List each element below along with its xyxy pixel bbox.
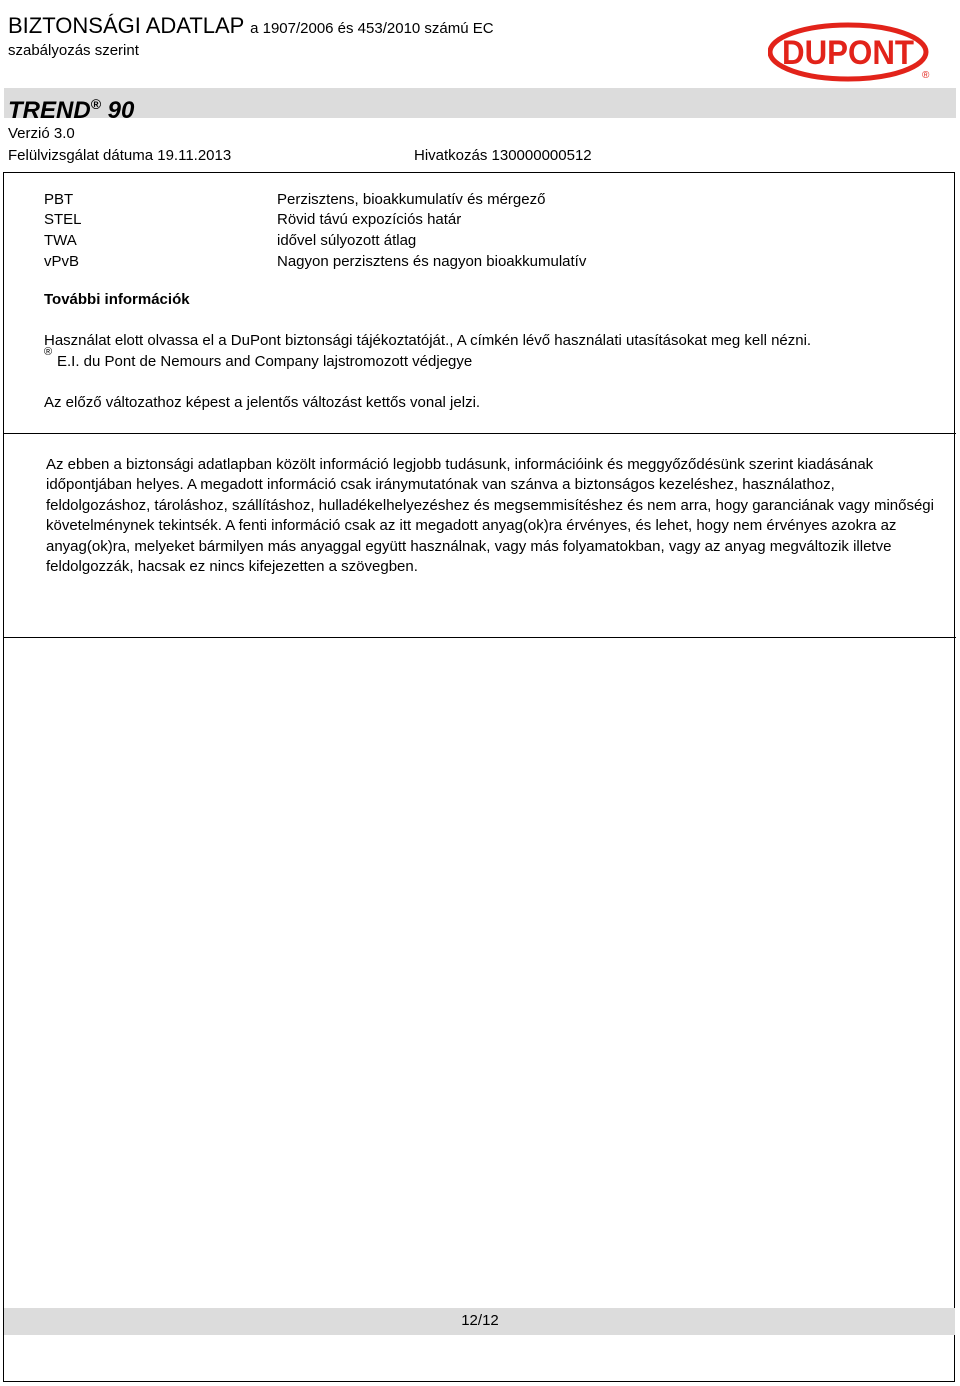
logo-text: DUPONT [782,34,915,72]
further-info-line3: Az előző változathoz képest a jelentős változást kettős vonal jelzi. [44,394,481,411]
further-info-heading: További információk [44,291,190,308]
further-info-line1: Használat elott olvassa el a DuPont biztonsági tájékoztatóját., A címkén lévő használati utasításokat meg kell nézni. [44,332,812,349]
abbreviation-term: STEL [44,211,82,228]
document-title-main: BIZTONSÁGI ADATLAP [8,13,244,38]
product-number: 90 [107,97,135,124]
review-date-label: Felülvizsgálat dátuma 19.11.2013 [8,147,232,164]
document-title-regulation: a 1907/2006 és 453/2010 számú EC [250,20,494,37]
document-title [8,12,494,43]
section-divider [3,637,956,638]
product-band [4,88,956,118]
document-title-line2: szabályozás szerint [8,42,139,59]
abbreviation-term: TWA [44,232,77,249]
abbreviation-meaning: Nagyon perzisztens és nagyon bioakkumulatív [277,253,587,270]
dupont-logo [768,22,932,82]
abbreviation-meaning: Rövid távú expozíciós határ [277,211,462,228]
product-name [8,90,134,125]
disclaimer-text: Az ebben a biztonsági adatlapban közölt információ legjobb tudásunk, információink és meggyőződésünk szerint kiadásának időpontjában helyes. A megadott információ csak iránymutatónak van szánva a biztonságos kezeléshez, használathoz, feldolgozáshoz, tároláshoz, szállításhoz, hulladékelhelyezéshez és megsemmisítéshez és nem arra, hogy garanciának vagy minőségi követelménynek tekintsék. A fenti információ csak az itt megadott anyag(ok)ra érvényes, és lehet, hogy nem érvényes azokra az anyag(ok)ra, melyeket bármilyen más anyaggal együtt használnak, vagy más folyamatokban, vagy az anyag megváltozik illetve feldolgozzák, hacsak ez nincs kifejezetten a szövegben. [46,456,934,576]
version-label: Verzió 3.0 [8,125,75,142]
abbreviation-term: PBT [44,191,74,208]
product-name-text: TREND [8,97,91,124]
page-number: 12/12 [461,1312,499,1329]
logo-registered-mark: ® [922,70,930,81]
abbreviation-meaning: Perzisztens, bioakkumulatív és mérgező [277,191,546,208]
abbreviation-meaning: idővel súlyozott átlag [277,232,417,249]
reference-label: Hivatkozás 130000000512 [414,147,592,164]
product-registered-mark: ® [90,96,101,112]
abbreviation-term: vPvB [44,253,80,270]
section-divider [3,433,956,434]
registered-mark: ® [44,346,53,358]
further-info-line2: E.I. du Pont de Nemours and Company lajstromozott védjegye [57,353,473,370]
